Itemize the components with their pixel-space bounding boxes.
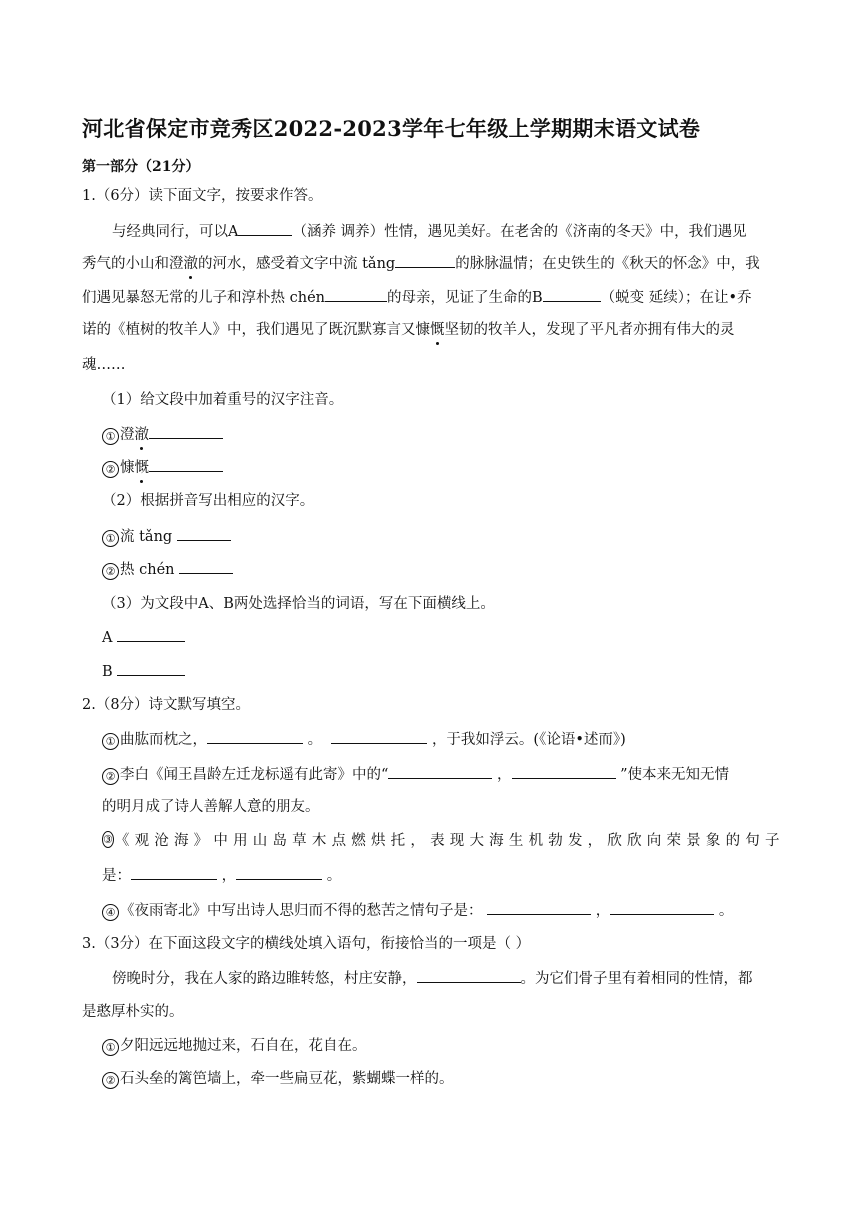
circled-number: ① <box>102 1039 119 1056</box>
q1-sub3: （3）为文段中A、B两处选择恰当的词语，写在下面横线上。 <box>102 596 495 612</box>
answer-blank[interactable] <box>512 764 616 779</box>
q1-sub1: （1）给文段中加着重号的汉字注音。 <box>102 392 344 408</box>
q3-heading: 3.（3分）在下面这段文字的横线处填入语句，衔接恰当的一项是（ ） <box>82 936 531 952</box>
q1-passage-line-1: 与经典同行，可以A （涵养 调养）性情，遇见美好。在老舍的《济南的冬天》中，我们遇见 <box>112 221 780 242</box>
circled-number: ④ <box>102 904 119 921</box>
q2-item-4: ④ 《夜雨寄北》中写出诗人思归而不得的愁苦之情句子是： ， 。 <box>102 900 733 921</box>
answer-blank[interactable] <box>117 661 185 676</box>
q1-sub2-item-1: ① 流 tǎng <box>102 526 231 547</box>
q1-passage-line-2: 秀气的小山和澄澈的河水，感受着文字中流 tǎng 的脉脉温情；在史铁生的《秋天的怀念》中，我 <box>82 253 760 274</box>
q3-passage-line-1: 傍晚时分，我在人家的路边睢转悠，村庄安静， 。为它们骨子里有着相同的性情，都 <box>112 968 753 989</box>
circled-number: ① <box>102 530 119 547</box>
answer-blank[interactable] <box>117 627 185 642</box>
q1-sub3-a: A <box>102 627 185 648</box>
answer-blank[interactable] <box>131 865 217 880</box>
q2-item-2: ② 李白《闻王昌龄左迁龙标遥有此寄》中的“ ， ”使本来无知无情 <box>102 764 729 785</box>
q2-item-2-cont: 的明月成了诗人善解人意的朋友。 <box>102 799 320 815</box>
q2-item-3: ③ 《观沧海》中用山岛草木点燃烘托，表现大海生机勃发，欣欣向荣景象的句子 <box>103 833 785 849</box>
blank-chen[interactable] <box>325 287 387 302</box>
page-title: 河北省保定市竞秀区2022-2023学年七年级上学期期末语文试卷 <box>82 116 701 141</box>
answer-blank[interactable] <box>236 865 322 880</box>
answer-blank[interactable] <box>207 729 303 744</box>
q1-passage-line-5: 魂…… <box>82 357 126 373</box>
section-heading: 第一部分（21分） <box>82 159 200 175</box>
circled-number: ③ <box>103 833 113 846</box>
answer-blank[interactable] <box>487 900 591 915</box>
q1-sub2-item-2: ② 热 chén <box>102 559 233 580</box>
answer-blank[interactable] <box>331 729 427 744</box>
q1-sub3-b: B <box>102 661 185 682</box>
answer-blank[interactable] <box>610 900 714 915</box>
answer-blank[interactable] <box>417 968 521 983</box>
blank-b[interactable] <box>543 287 601 302</box>
blank-tang[interactable] <box>395 253 455 268</box>
answer-blank[interactable] <box>149 424 223 439</box>
emphasis-char: 慨 <box>430 322 445 338</box>
q1-heading: 1.（6分）读下面文字，按要求作答。 <box>82 188 323 204</box>
answer-blank[interactable] <box>177 526 231 541</box>
q3-option-1: ① 夕阳远远地抛过来，石自在，花自在。 <box>102 1036 367 1056</box>
blank-a[interactable] <box>238 221 292 236</box>
q3-passage-line-2: 是憨厚朴实的。 <box>82 1004 184 1020</box>
circled-number: ② <box>102 768 119 785</box>
emphasis-char: 澈 <box>183 256 198 272</box>
q1-sub2: （2）根据拼音写出相应的汉字。 <box>102 493 315 509</box>
answer-blank[interactable] <box>179 559 233 574</box>
answer-blank[interactable] <box>149 457 223 472</box>
q2-heading: 2.（8分）诗文默写填空。 <box>82 697 251 713</box>
q1-sub1-item-2: ② 慷慨 <box>102 457 223 478</box>
circled-number: ② <box>102 563 119 580</box>
q3-option-2: ② 石头垒的篱笆墙上，牵一些扁豆花，紫蝴蝶一样的。 <box>102 1069 454 1089</box>
answer-blank[interactable] <box>388 764 492 779</box>
circled-number: ① <box>102 733 119 750</box>
q1-sub1-item-1: ① 澄澈 <box>102 424 223 445</box>
q1-passage-line-4: 诺的《植树的牧羊人》中，我们遇见了既沉默寡言又慷慨坚韧的牧羊人，发现了平凡者亦拥有伟大的灵 <box>82 322 735 338</box>
circled-number: ② <box>102 1072 119 1089</box>
q2-item-3-cont: 是： ， 。 <box>102 865 341 886</box>
circled-number: ① <box>102 428 119 445</box>
q1-passage-line-3: 们遇见暴怒无常的儿子和淳朴热 chén 的母亲，见证了生命的B （蜕变 延续）；在让•乔 <box>82 287 752 308</box>
circled-number: ② <box>102 461 119 478</box>
q2-item-1: ① 曲肱而枕之， 。 ，于我如浮云。(《论语•述而》) <box>102 729 626 750</box>
